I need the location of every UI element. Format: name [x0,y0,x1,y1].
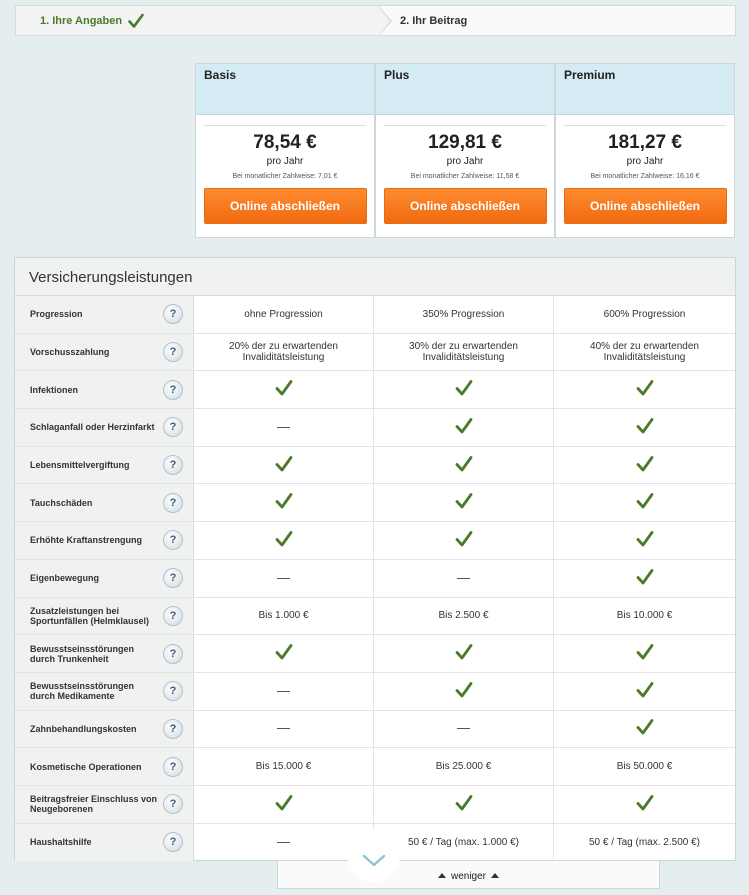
benefit-value-cell [194,447,374,484]
benefit-label: Vorschusszahlung [30,347,110,358]
checkmark-icon [128,13,144,29]
help-icon[interactable]: ? [163,832,183,852]
benefit-label: Haushaltshilfe [30,837,92,848]
table-row [15,371,735,409]
benefit-value-cell [554,598,735,635]
step-label: 2. Ihr Beitrag [400,14,468,27]
benefit-label: Beitragsfreier Einschluss von Neugeborenen [30,794,158,815]
benefit-value-cell [194,635,374,672]
checkmark-icon [636,492,654,513]
plan-price: 181,27 € [608,132,682,153]
benefit-value-cell [554,334,735,371]
benefit-value-cell [554,447,735,484]
online-abschliessen-button-premium[interactable]: Online abschließen [564,188,727,224]
benefit-value-cell [374,824,554,862]
benefit-value-cell [554,522,735,559]
less-toggle[interactable] [277,861,660,889]
benefit-value-cell [554,748,735,785]
plan-monthly-price: Bei monatlicher Zahlweise: 7,01 € [232,173,338,180]
benefit-value-cell [374,560,554,597]
checkmark-icon [636,379,654,400]
dash-icon [277,578,290,579]
benefit-label-cell [15,522,194,559]
checkmark-icon [455,530,473,551]
benefit-label: Erhöhte Kraftanstrengung [30,535,143,546]
benefit-value: ohne Progression [244,308,323,320]
table-row [15,447,735,485]
checkmark-icon [275,643,293,664]
benefit-label-cell [15,824,194,862]
benefit-label: Eigenbewegung [30,573,100,584]
help-icon[interactable]: ? [163,493,183,513]
plan-price: 129,81 € [428,132,502,153]
help-icon[interactable]: ? [163,606,183,626]
benefit-label-cell [15,673,194,710]
dash-icon [457,578,470,579]
benefit-value-cell [374,598,554,635]
checkmark-icon [455,681,473,702]
benefit-label: Tauchschäden [30,497,93,508]
benefit-value: Bis 1.000 € [258,610,309,622]
checkmark-icon [275,794,293,815]
benefit-value: 30% der zu erwartenden Invaliditätsleistung [409,341,518,364]
help-icon[interactable]: ? [163,644,183,664]
table-row [15,598,735,636]
benefit-value-cell [194,409,374,446]
dash-icon [277,842,290,843]
online-abschliessen-button-plus[interactable]: Online abschließen [384,188,547,224]
benefit-label-cell [15,711,194,748]
help-icon[interactable]: ? [163,794,183,814]
chevron-down-icon [362,854,386,868]
plan-price: 78,54 € [253,132,317,153]
table-row [15,560,735,598]
plan-cards [195,63,735,238]
collapse-button[interactable] [348,830,400,882]
benefit-label: Infektionen [30,384,79,395]
benefit-value-cell [374,635,554,672]
benefit-label: Kosmetische Operationen [30,761,142,772]
plan-card-basis [195,63,375,238]
checkmark-icon [455,455,473,476]
benefit-label: Bewusstseinsstörungen durch Medikamente [30,681,135,702]
checkmark-icon [636,681,654,702]
benefit-value-cell [194,484,374,521]
checkmark-icon [275,492,293,513]
checkmark-icon [275,530,293,551]
benefit-value-cell [194,748,374,785]
benefit-value-cell [194,711,374,748]
checkmark-icon [636,568,654,589]
help-icon[interactable]: ? [163,342,183,362]
benefit-value-cell [554,484,735,521]
divider [564,125,726,126]
checkmark-icon [455,492,473,513]
benefit-value-cell [374,409,554,446]
benefit-value: 20% der zu erwartenden Invaliditätsleistung [229,341,338,364]
help-icon[interactable]: ? [163,568,183,588]
triangle-up-icon [491,873,499,878]
plan-period: pro Jahr [266,156,304,167]
benefit-label-cell [15,560,194,597]
plan-monthly-price: Bei monatlicher Zahlweise: 16,16 € [590,173,700,180]
benefit-value-cell [374,748,554,785]
checkmark-icon [636,417,654,438]
benefit-label-cell [15,409,194,446]
checkmark-icon [455,417,473,438]
table-row [15,484,735,522]
help-icon[interactable]: ? [163,304,183,324]
checkmark-icon [636,794,654,815]
benefit-value-cell [374,522,554,559]
plan-period: pro Jahr [626,156,664,167]
plan-card-premium [555,63,735,238]
table-row [15,635,735,673]
table-row [15,786,735,824]
less-label: weniger [450,871,487,882]
benefit-value: 50 € / Tag (max. 1.000 €) [408,836,519,848]
benefit-value: Bis 2.500 € [438,610,489,622]
checkmark-icon [636,530,654,551]
benefit-value-cell [554,371,735,408]
benefit-label-cell [15,371,194,408]
benefit-value-cell [554,296,735,333]
table-row [15,711,735,749]
checkmark-icon [275,379,293,400]
step-label: 1. Ihre Angaben [40,14,123,27]
benefit-value-cell [554,711,735,748]
checkmark-icon [455,379,473,400]
benefit-value-cell [554,635,735,672]
benefit-value-cell [194,560,374,597]
benefit-value-cell [554,673,735,710]
benefit-value: Bis 10.000 € [616,610,673,622]
benefit-value-cell [374,786,554,823]
benefit-label-cell [15,598,194,635]
table-row [15,748,735,786]
table-row [15,334,735,372]
benefit-value-cell [554,824,735,862]
benefit-value-cell [554,409,735,446]
benefit-label: Zahnbehandlungskosten [30,723,137,734]
benefit-value: 600% Progression [603,308,686,320]
benefit-value-cell [374,673,554,710]
help-icon[interactable]: ? [163,757,183,777]
triangle-up-icon [438,873,446,878]
step-ihre-angaben[interactable] [16,6,378,35]
checkmark-icon [455,794,473,815]
table-row [15,673,735,711]
benefit-value-cell [194,598,374,635]
help-icon[interactable]: ? [163,530,183,550]
benefit-label-cell [15,635,194,672]
dash-icon [277,691,290,692]
benefit-label: Zusatzleistungen bei Sportunfällen (Helmklausel) [30,605,150,626]
benefit-value: Bis 15.000 € [255,761,312,773]
benefits-table [14,257,736,861]
divider [384,125,546,126]
dash-icon [277,427,290,428]
benefit-value: 50 € / Tag (max. 2.500 €) [589,836,700,848]
benefit-label-cell [15,748,194,785]
benefit-label-cell [15,334,194,371]
benefit-value-cell [194,371,374,408]
benefit-value-cell [194,673,374,710]
benefit-value-cell [374,447,554,484]
benefit-value-cell [374,711,554,748]
benefit-value-cell [554,560,735,597]
checkmark-icon [636,718,654,739]
checkmark-icon [275,455,293,476]
benefit-value-cell [194,786,374,823]
help-icon[interactable]: ? [163,380,183,400]
plan-card-plus [375,63,555,238]
dash-icon [277,728,290,729]
checkmark-icon [455,643,473,664]
benefit-value: 350% Progression [422,308,505,320]
help-icon[interactable]: ? [163,455,183,475]
checkmark-icon [636,643,654,664]
plan-name: Basis [196,64,374,115]
benefit-value-cell [194,522,374,559]
benefit-value-cell [554,786,735,823]
plan-monthly-price: Bei monatlicher Zahlweise: 11,58 € [410,173,520,180]
benefit-value-cell [374,296,554,333]
benefit-label-cell [15,786,194,823]
online-abschliessen-button-basis[interactable]: Online abschließen [204,188,367,224]
benefit-value-cell [374,484,554,521]
step-ihr-beitrag [378,6,735,35]
table-row [15,409,735,447]
benefit-value: Bis 25.000 € [435,761,492,773]
benefit-value-cell [374,371,554,408]
benefit-label: Schlaganfall oder Herzinfarkt [30,422,155,433]
help-icon[interactable]: ? [163,719,183,739]
benefit-label-cell [15,484,194,521]
benefit-value-cell [194,296,374,333]
plan-name: Plus [376,64,554,115]
benefits-title: Versicherungsleistungen [15,258,735,296]
benefit-value: Bis 50.000 € [616,761,673,773]
benefit-label: Bewusstseinsstörungen durch Trunkenheit [30,643,135,664]
plan-name: Premium [556,64,734,115]
benefit-value-cell [194,824,374,862]
table-row [15,522,735,560]
benefits-rows [15,296,735,861]
benefit-value-cell [374,334,554,371]
table-row [15,296,735,334]
benefit-value: 40% der zu erwartenden Invaliditätsleistung [590,341,699,364]
benefit-label-cell [15,447,194,484]
benefit-label: Progression [30,309,83,320]
benefit-label: Lebensmittelvergiftung [30,460,130,471]
help-icon[interactable]: ? [163,417,183,437]
divider [204,125,366,126]
plan-period: pro Jahr [446,156,484,167]
progress-steps [15,5,736,36]
dash-icon [457,728,470,729]
checkmark-icon [636,455,654,476]
benefit-value-cell [194,334,374,371]
help-icon[interactable]: ? [163,681,183,701]
benefit-label-cell [15,296,194,333]
